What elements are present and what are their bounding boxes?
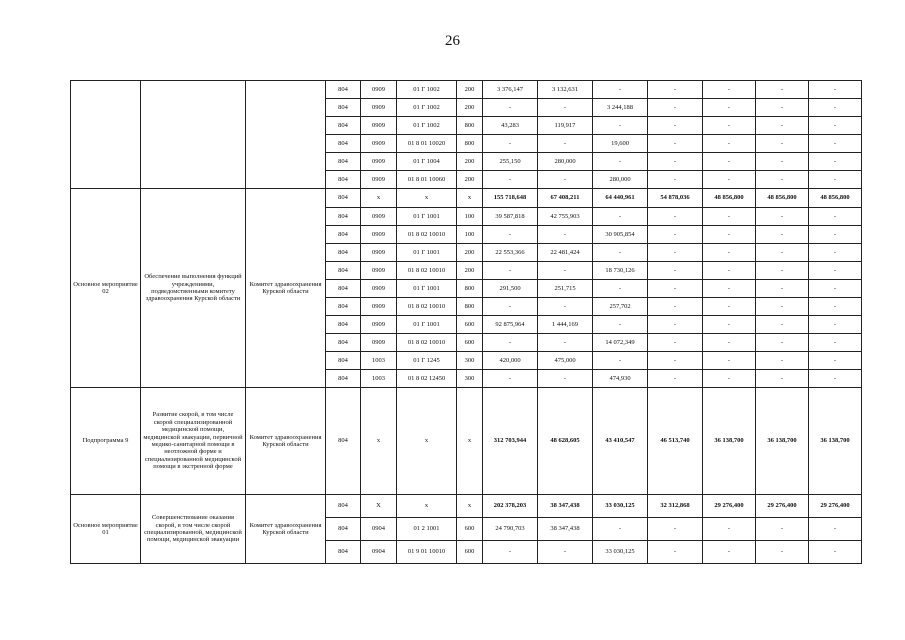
amount-y7-cell: - — [809, 81, 862, 99]
vr-cell: 300 — [457, 352, 483, 370]
vr-cell: 800 — [457, 135, 483, 153]
csr-cell: 01 8 01 10060 — [397, 171, 457, 189]
grbs-cell: 804 — [326, 99, 361, 117]
responsible-cell: Комитет здравоохранения Курской области — [246, 189, 326, 388]
amount-y7-cell: - — [809, 352, 862, 370]
rzpr-cell: 0909 — [361, 280, 397, 298]
vr-cell: x — [457, 388, 483, 495]
amount-y1-cell: 22 553,366 — [483, 244, 538, 262]
rzpr-cell: 1003 — [361, 370, 397, 388]
table-row — [71, 189, 905, 208]
amount-y7-cell: - — [809, 226, 862, 244]
amount-y4-cell: - — [648, 262, 703, 280]
table-row — [71, 388, 905, 495]
amount-y7-cell: 36 138,700 — [809, 388, 862, 495]
amount-y1-cell: - — [483, 334, 538, 352]
grbs-cell: 804 — [326, 388, 361, 495]
amount-y6-cell: - — [756, 352, 809, 370]
amount-y3-cell: 33 030,125 — [593, 541, 648, 564]
amount-y5-cell: 48 856,800 — [703, 189, 756, 208]
amount-y4-cell: - — [648, 518, 703, 541]
amount-y5-cell: - — [703, 518, 756, 541]
amount-y5-cell: - — [703, 334, 756, 352]
amount-y7-cell: - — [809, 208, 862, 226]
amount-y5-cell: - — [703, 81, 756, 99]
amount-y2-cell: - — [538, 135, 593, 153]
amount-y2-cell: - — [538, 334, 593, 352]
vr-cell: 200 — [457, 99, 483, 117]
csr-cell: 01 Г 1002 — [397, 99, 457, 117]
amount-y4-cell: - — [648, 117, 703, 135]
amount-y2-cell: - — [538, 370, 593, 388]
amount-y5-cell: - — [703, 352, 756, 370]
amount-y3-cell: 33 030,125 — [593, 495, 648, 518]
amount-y6-cell: - — [756, 244, 809, 262]
amount-y4-cell: - — [648, 153, 703, 171]
amount-y5-cell: - — [703, 298, 756, 316]
amount-y6-cell: - — [756, 541, 809, 564]
table-row — [71, 81, 905, 99]
grbs-cell: 804 — [326, 189, 361, 208]
grbs-cell: 804 — [326, 352, 361, 370]
amount-y4-cell: - — [648, 171, 703, 189]
rzpr-cell: 0909 — [361, 135, 397, 153]
vr-cell: 100 — [457, 226, 483, 244]
amount-y6-cell: - — [756, 334, 809, 352]
amount-y3-cell: - — [593, 352, 648, 370]
amount-y1-cell: - — [483, 262, 538, 280]
amount-y6-cell: - — [756, 298, 809, 316]
amount-y6-cell: 36 138,700 — [756, 388, 809, 495]
amount-y2-cell: 119,917 — [538, 117, 593, 135]
amount-y6-cell: - — [756, 99, 809, 117]
vr-cell: x — [457, 189, 483, 208]
csr-cell: 01 2 1001 — [397, 518, 457, 541]
amount-y1-cell: - — [483, 171, 538, 189]
csr-cell: 01 8 02 12450 — [397, 370, 457, 388]
budget-table — [70, 80, 905, 564]
page-number: 26 — [445, 33, 460, 49]
amount-y5-cell: - — [703, 226, 756, 244]
amount-y5-cell: 29 276,400 — [703, 495, 756, 518]
vr-cell: 200 — [457, 81, 483, 99]
rzpr-cell: 0909 — [361, 153, 397, 171]
amount-y7-cell: - — [809, 99, 862, 117]
amount-y1-cell: - — [483, 370, 538, 388]
amount-y2-cell: 280,000 — [538, 153, 593, 171]
rzpr-cell: 0909 — [361, 117, 397, 135]
amount-y5-cell: - — [703, 153, 756, 171]
vr-cell: 200 — [457, 244, 483, 262]
amount-y3-cell: 474,930 — [593, 370, 648, 388]
rzpr-cell: 0909 — [361, 262, 397, 280]
name-cell: Обеспечение выполнения функций учреждениями, подведомственными комитету здравоохранения Курской области — [141, 189, 246, 388]
amount-y5-cell: - — [703, 262, 756, 280]
amount-y6-cell: - — [756, 153, 809, 171]
amount-y3-cell: - — [593, 244, 648, 262]
csr-cell: x — [397, 495, 457, 518]
rzpr-cell: 0909 — [361, 244, 397, 262]
amount-y2-cell: 251,715 — [538, 280, 593, 298]
amount-y2-cell: 38 347,438 — [538, 495, 593, 518]
amount-y1-cell: 312 703,944 — [483, 388, 538, 495]
grbs-cell: 804 — [326, 153, 361, 171]
amount-y4-cell: - — [648, 208, 703, 226]
amount-y2-cell: - — [538, 262, 593, 280]
amount-y4-cell: 54 878,036 — [648, 189, 703, 208]
grbs-cell: 804 — [326, 208, 361, 226]
amount-y2-cell: 48 628,605 — [538, 388, 593, 495]
amount-y5-cell: - — [703, 208, 756, 226]
amount-y5-cell: - — [703, 135, 756, 153]
grbs-cell: 804 — [326, 370, 361, 388]
amount-y1-cell: - — [483, 298, 538, 316]
amount-y4-cell: - — [648, 316, 703, 334]
amount-y2-cell: 1 444,169 — [538, 316, 593, 334]
amount-y6-cell: - — [756, 81, 809, 99]
csr-cell: 01 8 02 10010 — [397, 334, 457, 352]
vr-cell: 800 — [457, 117, 483, 135]
csr-cell: 01 8 02 10010 — [397, 262, 457, 280]
amount-y5-cell: - — [703, 117, 756, 135]
amount-y3-cell: 19,600 — [593, 135, 648, 153]
responsible-cell: Комитет здравоохранения Курской области — [246, 495, 326, 564]
rzpr-cell: 0909 — [361, 298, 397, 316]
amount-y4-cell: - — [648, 541, 703, 564]
csr-cell: 01 Г 1001 — [397, 244, 457, 262]
amount-y6-cell: - — [756, 262, 809, 280]
amount-y3-cell: - — [593, 117, 648, 135]
amount-y1-cell: 155 718,648 — [483, 189, 538, 208]
amount-y7-cell: - — [809, 262, 862, 280]
amount-y1-cell: 420,000 — [483, 352, 538, 370]
grbs-cell: 804 — [326, 280, 361, 298]
amount-y7-cell: - — [809, 298, 862, 316]
amount-y3-cell: - — [593, 518, 648, 541]
name-cell: Совершенствование оказания скорой, в том числе скорой специализированной, медицинской помощи, медицинской эвакуации — [141, 495, 246, 564]
rzpr-cell: 0909 — [361, 334, 397, 352]
csr-cell: 01 Г 1002 — [397, 81, 457, 99]
amount-y1-cell: - — [483, 226, 538, 244]
vr-cell: 100 — [457, 208, 483, 226]
amount-y3-cell: 30 905,854 — [593, 226, 648, 244]
amount-y7-cell: 29 276,400 — [809, 495, 862, 518]
amount-y4-cell: - — [648, 135, 703, 153]
amount-y7-cell: - — [809, 541, 862, 564]
amount-y7-cell: 48 856,800 — [809, 189, 862, 208]
rzpr-cell: X — [361, 495, 397, 518]
amount-y4-cell: 46 513,740 — [648, 388, 703, 495]
amount-y2-cell: 22 481,424 — [538, 244, 593, 262]
amount-y2-cell: - — [538, 171, 593, 189]
csr-cell: 01 9 01 10010 — [397, 541, 457, 564]
amount-y1-cell: - — [483, 135, 538, 153]
name-cell: Развитие скорой, в том числе скорой специализированной медицинской помощи, медицинской эвакуации, первичной медико-санитарной помощи в неотложной форме и специализированной медицинской помощи в экстренной форме — [141, 388, 246, 495]
amount-y4-cell: - — [648, 81, 703, 99]
amount-y7-cell: - — [809, 153, 862, 171]
amount-y3-cell: 43 410,547 — [593, 388, 648, 495]
amount-y2-cell: - — [538, 541, 593, 564]
amount-y1-cell: 291,500 — [483, 280, 538, 298]
grbs-cell: 804 — [326, 298, 361, 316]
grbs-cell: 804 — [326, 495, 361, 518]
amount-y5-cell: - — [703, 541, 756, 564]
amount-y1-cell: 39 587,818 — [483, 208, 538, 226]
amount-y3-cell: - — [593, 81, 648, 99]
amount-y4-cell: - — [648, 280, 703, 298]
csr-cell: 01 Г 1245 — [397, 352, 457, 370]
grbs-cell: 804 — [326, 135, 361, 153]
amount-y6-cell: - — [756, 171, 809, 189]
amount-y1-cell: - — [483, 541, 538, 564]
amount-y1-cell: 3 376,147 — [483, 81, 538, 99]
amount-y2-cell: - — [538, 226, 593, 244]
grbs-cell: 804 — [326, 81, 361, 99]
amount-y7-cell: - — [809, 334, 862, 352]
rzpr-cell: 0909 — [361, 81, 397, 99]
vr-cell: 300 — [457, 370, 483, 388]
amount-y2-cell: - — [538, 298, 593, 316]
amount-y5-cell: - — [703, 316, 756, 334]
grbs-cell: 804 — [326, 518, 361, 541]
amount-y7-cell: - — [809, 171, 862, 189]
amount-y2-cell: 42 755,903 — [538, 208, 593, 226]
csr-cell: 01 Г 1004 — [397, 153, 457, 171]
vr-cell: 800 — [457, 280, 483, 298]
vr-cell: 200 — [457, 153, 483, 171]
amount-y1-cell: 202 378,203 — [483, 495, 538, 518]
amount-y3-cell: - — [593, 208, 648, 226]
amount-y4-cell: - — [648, 352, 703, 370]
amount-y5-cell: 36 138,700 — [703, 388, 756, 495]
amount-y5-cell: - — [703, 171, 756, 189]
amount-y5-cell: - — [703, 99, 756, 117]
amount-y7-cell: - — [809, 117, 862, 135]
csr-cell: 01 Г 1001 — [397, 208, 457, 226]
amount-y6-cell: 48 856,800 — [756, 189, 809, 208]
grbs-cell: 804 — [326, 244, 361, 262]
amount-y5-cell: - — [703, 280, 756, 298]
name-cell — [141, 81, 246, 189]
rzpr-cell: x — [361, 388, 397, 495]
csr-cell: 01 Г 1001 — [397, 280, 457, 298]
amount-y2-cell: 3 132,631 — [538, 81, 593, 99]
amount-y2-cell: 38 347,438 — [538, 518, 593, 541]
csr-cell: 01 Г 1001 — [397, 316, 457, 334]
rzpr-cell: 0904 — [361, 541, 397, 564]
vr-cell: x — [457, 495, 483, 518]
grbs-cell: 804 — [326, 541, 361, 564]
rzpr-cell: 1003 — [361, 352, 397, 370]
responsible-cell — [246, 81, 326, 189]
csr-cell: 01 Г 1002 — [397, 117, 457, 135]
amount-y4-cell: - — [648, 226, 703, 244]
amount-y3-cell: 3 244,188 — [593, 99, 648, 117]
amount-y6-cell: - — [756, 316, 809, 334]
amount-y6-cell: - — [756, 280, 809, 298]
amount-y3-cell: 257,702 — [593, 298, 648, 316]
amount-y4-cell: - — [648, 298, 703, 316]
vr-cell: 200 — [457, 171, 483, 189]
grbs-cell: 804 — [326, 262, 361, 280]
amount-y6-cell: - — [756, 117, 809, 135]
csr-cell: x — [397, 388, 457, 495]
amount-y7-cell: - — [809, 135, 862, 153]
vr-cell: 800 — [457, 298, 483, 316]
amount-y6-cell: - — [756, 208, 809, 226]
grbs-cell: 804 — [326, 334, 361, 352]
amount-y3-cell: 280,000 — [593, 171, 648, 189]
amount-y2-cell: - — [538, 99, 593, 117]
amount-y3-cell: - — [593, 316, 648, 334]
amount-y4-cell: - — [648, 99, 703, 117]
amount-y3-cell: - — [593, 153, 648, 171]
amount-y1-cell: 43,283 — [483, 117, 538, 135]
status-cell: Основное мероприятие 01 — [71, 495, 141, 564]
amount-y6-cell: - — [756, 135, 809, 153]
amount-y7-cell: - — [809, 244, 862, 262]
csr-cell: 01 8 01 10020 — [397, 135, 457, 153]
amount-y4-cell: - — [648, 334, 703, 352]
amount-y5-cell: - — [703, 370, 756, 388]
status-cell — [71, 81, 141, 189]
rzpr-cell: 0904 — [361, 518, 397, 541]
amount-y6-cell: 29 276,400 — [756, 495, 809, 518]
table-row — [71, 495, 905, 518]
rzpr-cell: 0909 — [361, 316, 397, 334]
vr-cell: 200 — [457, 262, 483, 280]
amount-y4-cell: - — [648, 244, 703, 262]
amount-y1-cell: - — [483, 99, 538, 117]
rzpr-cell: 0909 — [361, 171, 397, 189]
amount-y3-cell: 14 072,349 — [593, 334, 648, 352]
amount-y2-cell: 475,000 — [538, 352, 593, 370]
amount-y2-cell: 67 408,211 — [538, 189, 593, 208]
vr-cell: 600 — [457, 334, 483, 352]
amount-y6-cell: - — [756, 370, 809, 388]
vr-cell: 600 — [457, 541, 483, 564]
rzpr-cell: 0909 — [361, 226, 397, 244]
grbs-cell: 804 — [326, 226, 361, 244]
amount-y6-cell: - — [756, 518, 809, 541]
amount-y7-cell: - — [809, 280, 862, 298]
amount-y1-cell: 24 790,703 — [483, 518, 538, 541]
csr-cell: x — [397, 189, 457, 208]
amount-y3-cell: 64 440,961 — [593, 189, 648, 208]
amount-y6-cell: - — [756, 226, 809, 244]
grbs-cell: 804 — [326, 316, 361, 334]
vr-cell: 600 — [457, 316, 483, 334]
status-cell: Подпрограмма 9 — [71, 388, 141, 495]
vr-cell: 600 — [457, 518, 483, 541]
amount-y1-cell: 255,150 — [483, 153, 538, 171]
grbs-cell: 804 — [326, 171, 361, 189]
csr-cell: 01 8 02 10010 — [397, 226, 457, 244]
amount-y1-cell: 92 875,964 — [483, 316, 538, 334]
amount-y3-cell: 18 730,126 — [593, 262, 648, 280]
amount-y5-cell: - — [703, 244, 756, 262]
status-cell: Основное мероприятие 02 — [71, 189, 141, 388]
rzpr-cell: 0909 — [361, 208, 397, 226]
rzpr-cell: x — [361, 189, 397, 208]
amount-y7-cell: - — [809, 316, 862, 334]
amount-y4-cell: 32 312,868 — [648, 495, 703, 518]
grbs-cell: 804 — [326, 117, 361, 135]
rzpr-cell: 0909 — [361, 99, 397, 117]
responsible-cell: Комитет здравоохранения Курской области — [246, 388, 326, 495]
amount-y4-cell: - — [648, 370, 703, 388]
amount-y7-cell: - — [809, 518, 862, 541]
amount-y7-cell: - — [809, 370, 862, 388]
amount-y3-cell: - — [593, 280, 648, 298]
csr-cell: 01 8 02 10010 — [397, 298, 457, 316]
